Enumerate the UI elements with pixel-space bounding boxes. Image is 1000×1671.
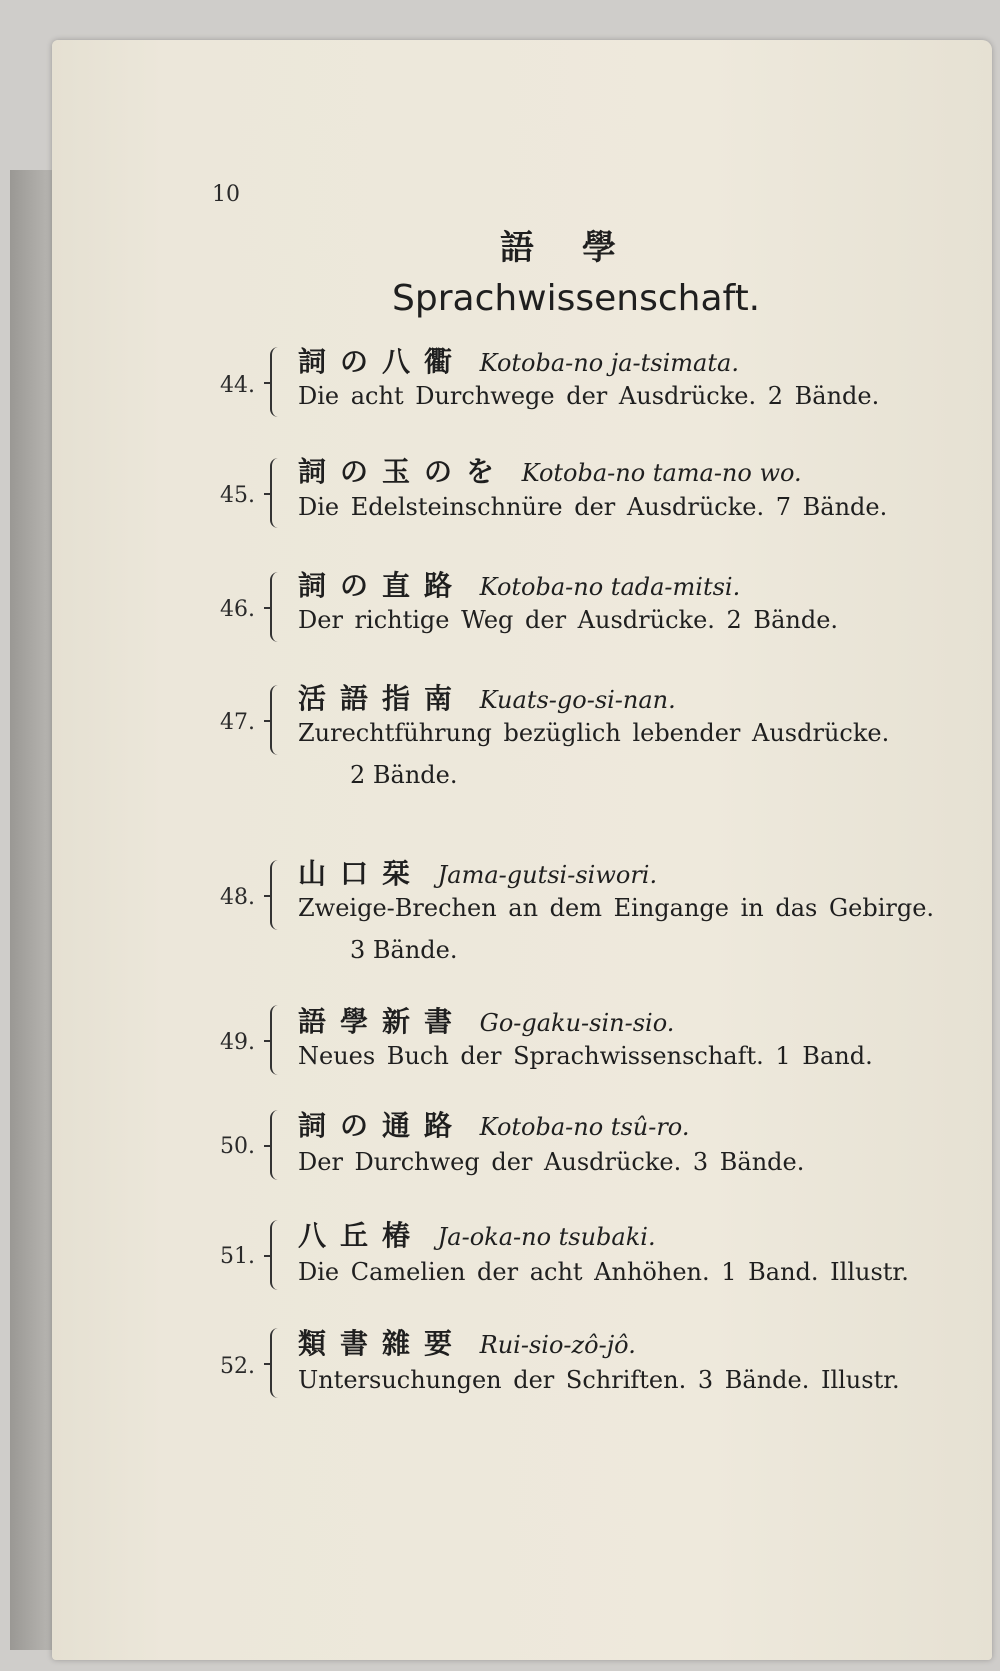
entry-brace	[270, 1005, 284, 1075]
catalog-entry-49	[0, 1000, 1000, 1120]
entry-number: 48.	[220, 885, 255, 910]
entry-romanized-title: Kotoba-no ja-tsimata.	[479, 349, 739, 377]
catalog-entry-45	[0, 448, 1000, 568]
entry-description: Die Edelsteinschnüre der Ausdrücke. 7 Bände.	[298, 493, 888, 521]
entry-number: 47.	[220, 710, 255, 735]
entry-japanese-title: 詞の玉のを	[298, 455, 509, 488]
entry-japanese-title: 八丘椿	[298, 1219, 425, 1252]
entry-number: 49.	[220, 1030, 255, 1055]
entry-romanized-title: Kotoba-no tama-no wo.	[521, 459, 802, 487]
entry-brace	[270, 1328, 284, 1398]
entry-brace	[270, 860, 284, 930]
entry-romanized-title: Kotoba-no tsû-ro.	[479, 1113, 690, 1141]
section-title-japanese: 語學	[500, 228, 664, 268]
entry-number: 45.	[220, 483, 255, 508]
entry-volumes: 3 Bände.	[350, 936, 458, 964]
catalog-entry-47	[0, 675, 1000, 795]
entry-title-line	[298, 1214, 656, 1254]
entry-title-line	[298, 1322, 636, 1362]
entry-brace	[270, 572, 284, 642]
entry-number: 51.	[220, 1244, 255, 1269]
entry-brace	[270, 685, 284, 755]
entry-romanized-title: Jama-gutsi-siwori.	[437, 861, 658, 889]
entry-japanese-title: 山口栞	[298, 857, 425, 890]
entry-romanized-title: Go-gaku-sin-sio.	[479, 1009, 675, 1037]
entry-title-line	[298, 564, 740, 604]
entry-description: Die acht Durchwege der Ausdrücke. 2 Bände.	[298, 382, 880, 410]
entry-japanese-title: 類書雜要	[298, 1327, 467, 1360]
entry-japanese-title: 詞の通路	[298, 1109, 467, 1142]
entry-japanese-title: 詞の直路	[298, 569, 467, 602]
entry-brace	[270, 1220, 284, 1290]
catalog-entry-48	[0, 850, 1000, 970]
entry-number: 44.	[220, 373, 255, 398]
catalog-entry-46	[0, 562, 1000, 682]
catalog-entry-44	[0, 335, 1000, 455]
entry-title-line	[298, 1104, 689, 1144]
entry-japanese-title: 活語指南	[298, 682, 467, 715]
entry-description: Zweige-Brechen an dem Eingange in das Gebirge.	[298, 894, 935, 922]
entry-title-line	[298, 852, 657, 892]
entry-romanized-title: Kuats-go-si-nan.	[479, 686, 676, 714]
entry-brace	[270, 458, 284, 528]
entry-title-line	[298, 340, 739, 380]
entry-description: Zurechtführung bezüglich lebender Ausdrücke.	[298, 719, 890, 747]
section-title-german: Sprachwissenschaft.	[392, 278, 761, 319]
entry-number: 52.	[220, 1354, 255, 1379]
entry-romanized-title: Kotoba-no tada-mitsi.	[479, 573, 741, 601]
entry-description: Neues Buch der Sprachwissenschaft. 1 Band.	[298, 1042, 873, 1070]
entry-japanese-title: 詞の八衢	[298, 345, 467, 378]
page-number: 10	[212, 182, 240, 207]
entry-number: 50.	[220, 1134, 255, 1159]
entry-brace	[270, 347, 284, 417]
catalog-entry-50	[0, 1108, 1000, 1228]
entry-japanese-title: 語學新書	[298, 1005, 467, 1038]
entry-description: Der Durchweg der Ausdrücke. 3 Bände.	[298, 1148, 805, 1176]
entry-brace	[270, 1110, 284, 1180]
entry-romanized-title: Rui-sio-zô-jô.	[479, 1331, 636, 1359]
entry-title-line	[298, 450, 802, 490]
entry-title-line	[298, 1000, 674, 1040]
catalog-entry-52	[0, 1326, 1000, 1446]
entry-volumes: 2 Bände.	[350, 761, 458, 789]
entry-description: Der richtige Weg der Ausdrücke. 2 Bände.	[298, 606, 839, 634]
entry-title-line	[298, 677, 676, 717]
entry-romanized-title: Ja-oka-no tsubaki.	[437, 1223, 656, 1251]
entry-number: 46.	[220, 597, 255, 622]
entry-description: Die Camelien der acht Anhöhen. 1 Band. Illustr.	[298, 1258, 909, 1286]
entry-description: Untersuchungen der Schriften. 3 Bände. Illustr.	[298, 1366, 900, 1394]
catalog-entry-51	[0, 1218, 1000, 1338]
